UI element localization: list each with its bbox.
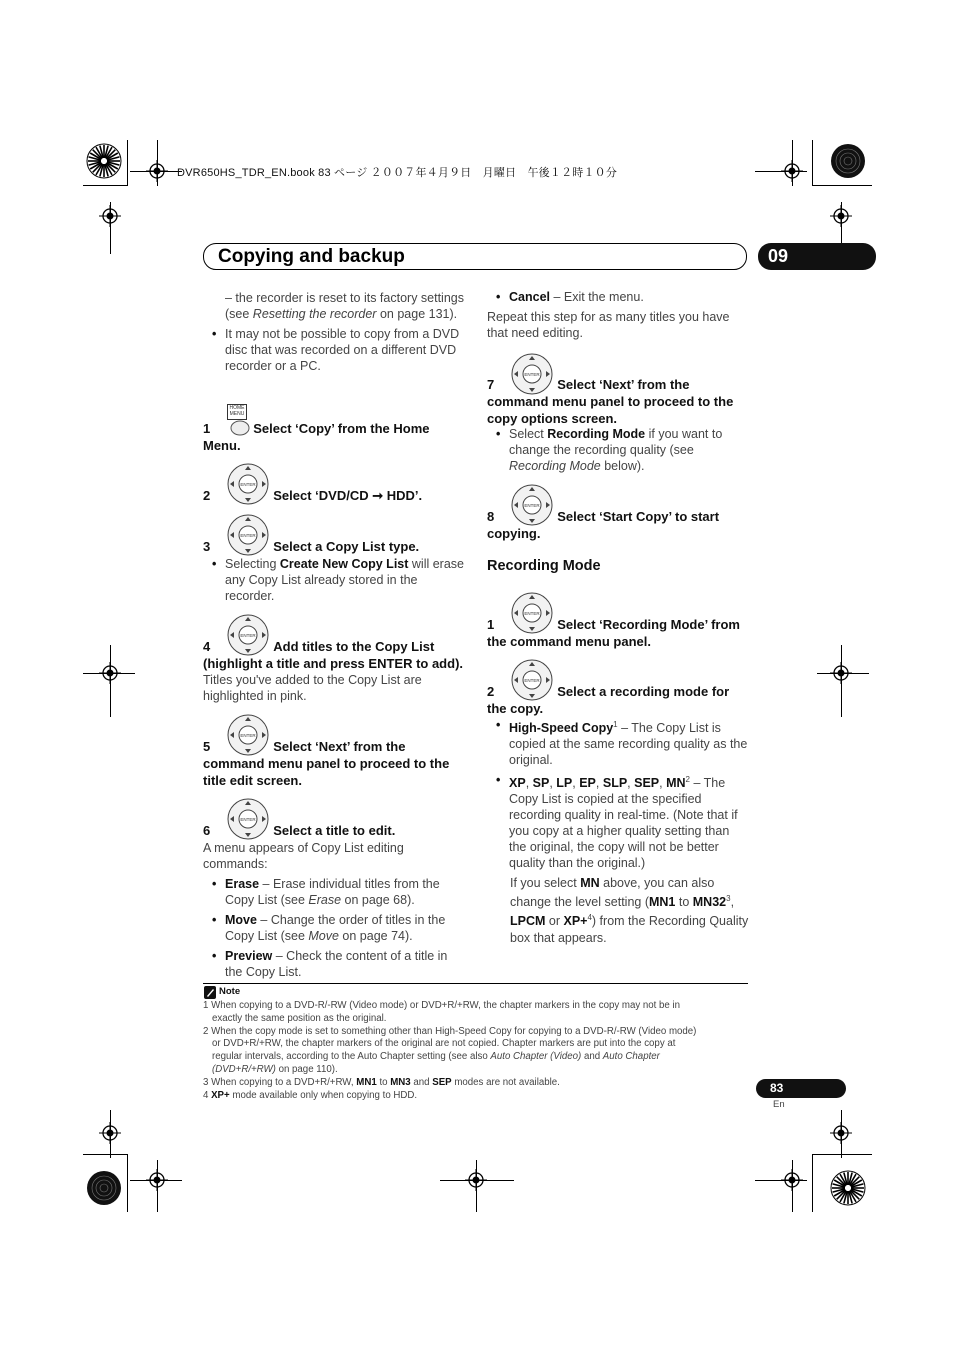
section-title: Copying and backup: [218, 246, 405, 267]
step-4-body: Titles you've added to the Copy List are highlighted in pink.: [203, 673, 422, 703]
left-column: [203, 290, 468, 374]
starburst-mark-top-right: [830, 143, 866, 179]
registration-mark: [781, 1169, 803, 1191]
step-6-body: A menu appears of Copy List editing commands:: [203, 841, 404, 871]
footnotes: 1 When copying to a DVD-R/-RW (Video mode) or DVD+R/+RW, the chapter markers in the copy may not be in exactly the same position as the original. 2 When the copy mode is set to something other than High-Speed Copy for copying to a DVD-R/-RW (Video mode) or DVD+R/+RW, the chapter markers of the original are not copied. Chapter markers are put into the copy at regular intervals, according to the Auto Chapter setting (see also Auto Chapter (Video) and Auto Chapter (DVD+R/+RW) on page 110). 3 When copying to a DVD+R/+RW, MN1 to MN3 and SEP modes are not available. 4 XP+ mode available only when copying to HDD.: [203, 1000, 697, 1101]
home-menu-icon: HOME MENU: [227, 404, 247, 420]
recording-mode-step-2: 2 Select a recording mode for the copy.: [487, 684, 730, 716]
pencil-icon: [204, 986, 216, 999]
registration-mark: [830, 1122, 852, 1144]
move-item: • Move – Change the order of titles in the Copy List (see Move on page 74).: [203, 912, 465, 944]
page-number-tab: [756, 1079, 846, 1098]
high-speed-copy-item: • High-Speed Copy$^1$ – The Copy List is copied at the same recording quality as the original.: [487, 717, 749, 768]
step-3-bullet: • Selecting Create New Copy List will erase any Copy List already stored in the recorder.: [203, 556, 468, 604]
print-header: DVR650HS_TDR_EN.book 83 ページ ２００７年４月９日 月曜日 午後１２時１０分: [177, 167, 618, 179]
step-7: 7 Select ‘Next’ from the command menu panel to proceed to the copy options screen.: [487, 377, 734, 426]
bullet-copy-warning: • It may not be possible to copy from a DVD disc that was recorded on a different DVD recorder or a PC.: [203, 326, 468, 374]
step-5: 5 Select ‘Next’ from the command menu panel to proceed to the title edit screen.: [203, 739, 450, 788]
registration-mark: [146, 1169, 168, 1191]
erase-item: • Erase – Erase individual titles from the Copy List (see Erase on page 68).: [203, 876, 465, 908]
quality-modes-item: • XP, SP, LP, EP, SLP, SEP, $MN^2$ – The Copy List is copied at the specified recording quality in real-time. (Note that if you copy at a higher quality setting than the original, the copy will not be better quality than the original.): [487, 772, 749, 871]
manual-mode-paragraph: If you select MN above, you can also change the level setting (MN1 to $MN32^3$, LPCM or XP+$^4$) from the Recording Quality box that appears.: [510, 876, 749, 945]
registration-mark: [99, 205, 121, 227]
step-6: 6 Select a title to edit.: [203, 823, 396, 838]
chapter-tab: [758, 243, 876, 270]
page-language: En: [773, 1099, 785, 1110]
intro-paragraph: – the recorder is reset to its factory settings (see Resetting the recorder on page 131).: [225, 291, 464, 321]
registration-mark: [781, 160, 803, 182]
repeat-text: Repeat this step for as many titles you have that need editing.: [487, 310, 730, 340]
preview-item: • Preview – Check the content of a title in the Copy List.: [203, 948, 465, 980]
notes-divider: [203, 983, 748, 984]
recording-mode-step-1: 1 Select ‘Recording Mode’ from the command menu panel.: [487, 617, 740, 649]
recording-mode-heading: Recording Mode: [487, 558, 601, 574]
registration-mark: [146, 160, 168, 182]
starburst-mark-top-left: [86, 143, 122, 179]
cancel-item: • Cancel – Exit the menu.: [487, 289, 749, 305]
registration-mark: [465, 1169, 487, 1191]
step-6-content: [203, 840, 465, 980]
step-8: 8 Select ‘Start Copy’ to start copying.: [487, 509, 720, 541]
right-column-top: [487, 289, 749, 341]
note-badge: [204, 986, 216, 999]
section-title-bar: [203, 243, 747, 270]
recording-mode-options: [487, 717, 749, 946]
step-4: 4 Add titles to the Copy List (highlight a title and press ENTER to add).: [203, 639, 464, 671]
note-label: Note: [219, 986, 241, 997]
step-7-bullet: • Select Recording Mode if you want to change the recording quality (see Recording Mode below).: [487, 426, 745, 474]
starburst-mark-bottom-right: [830, 1170, 866, 1206]
registration-mark: [830, 662, 852, 684]
page-number: 83: [770, 1081, 784, 1095]
registration-mark: [830, 205, 852, 227]
registration-mark: [99, 1122, 121, 1144]
step-2: 2 Select ‘DVD/CD ➞ HDD’.: [203, 488, 423, 503]
chapter-number: 09: [768, 246, 789, 266]
registration-mark: [99, 662, 121, 684]
step-3: 3 Select a Copy List type.: [203, 539, 420, 554]
step-1: 1 Select ‘Copy’ from the Home Menu.: [203, 421, 430, 453]
starburst-mark-bottom-left: [86, 1170, 122, 1206]
